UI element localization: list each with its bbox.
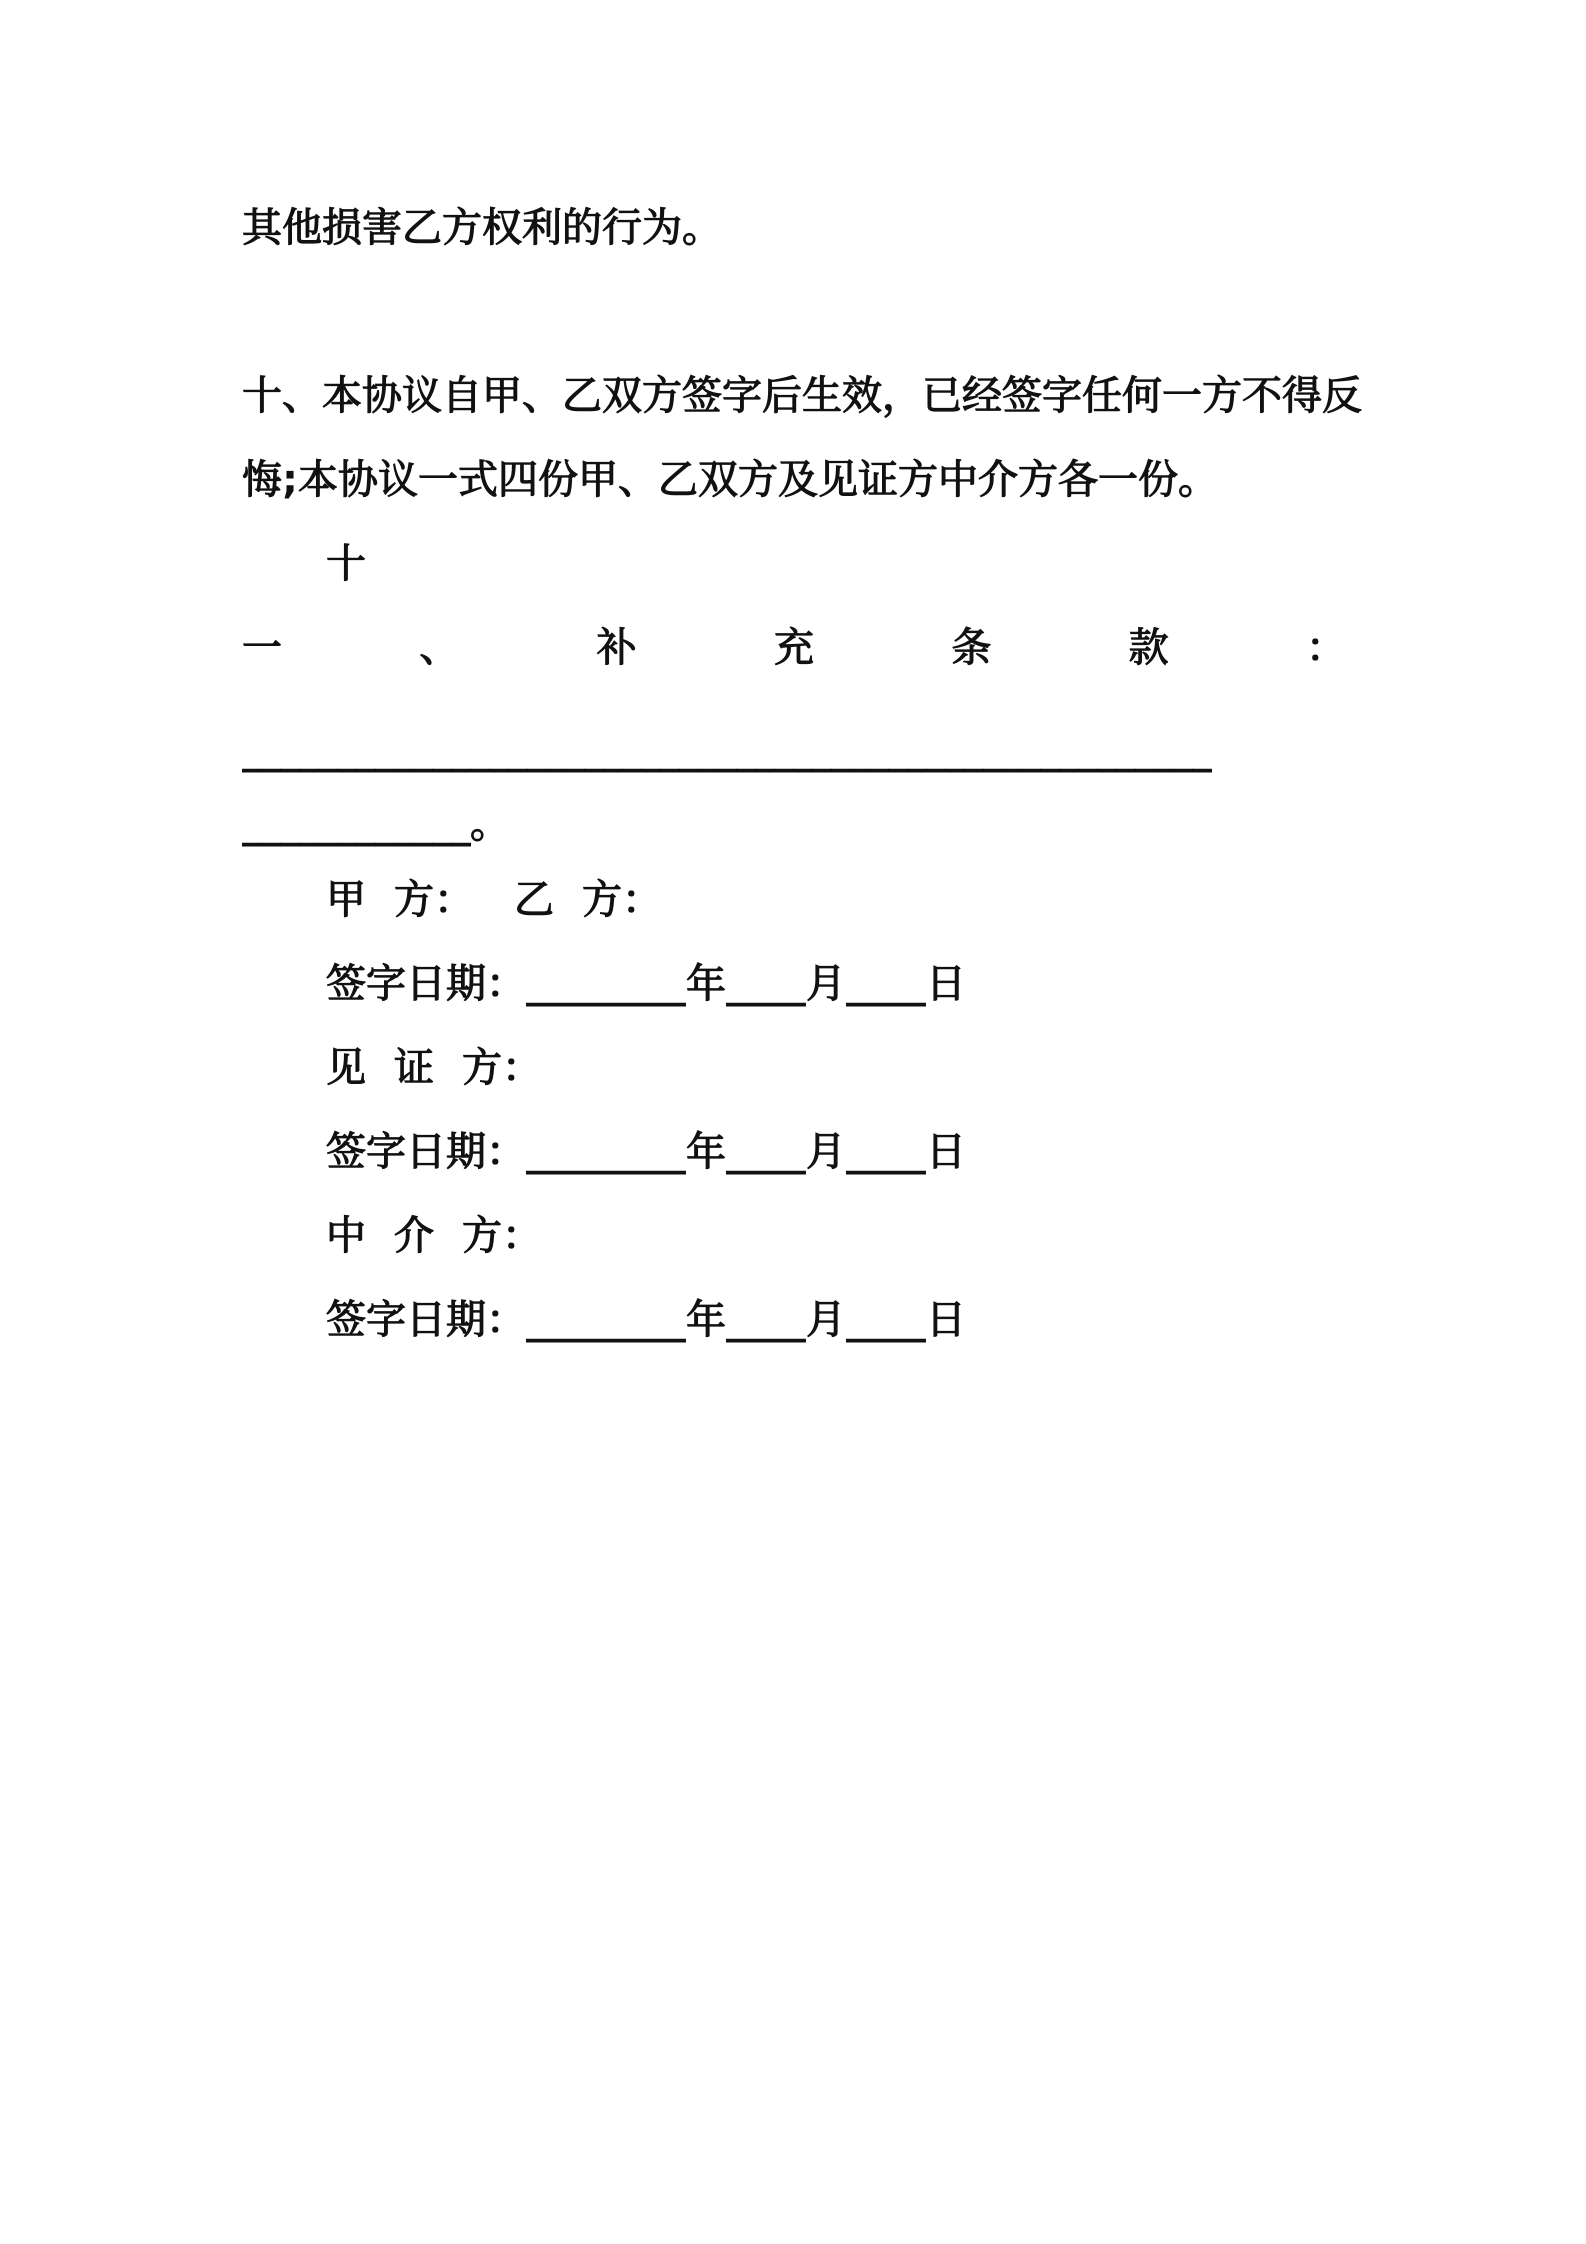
party-b-suffix: 方： xyxy=(582,877,662,923)
heading-char: 、 xyxy=(419,625,460,671)
agent-char: 中 xyxy=(326,1213,366,1259)
agent-sign-date: 签字日期：________年____月____日 xyxy=(326,1297,966,1343)
party-a-label: 甲 xyxy=(326,877,366,923)
party-b-label: 乙 xyxy=(514,877,554,923)
clause-11-number: 十 xyxy=(326,541,366,587)
party-signature-row xyxy=(326,872,662,928)
supplementary-blank-line-2: ____________。 xyxy=(242,801,509,847)
clause-11-heading xyxy=(242,620,1346,676)
agent-char: 介 xyxy=(394,1213,434,1259)
party-a-suffix: 方： xyxy=(394,877,474,923)
heading-char: ： xyxy=(1305,625,1346,671)
heading-char: 充 xyxy=(773,625,814,671)
witness-char: 方： xyxy=(462,1045,542,1091)
witness-label xyxy=(326,1040,542,1096)
agent-char: 方： xyxy=(462,1213,542,1259)
heading-char: 补 xyxy=(596,625,637,671)
heading-char: 一 xyxy=(242,625,282,671)
heading-char: 条 xyxy=(951,625,992,671)
heading-char: 款 xyxy=(1128,625,1169,671)
supplementary-blank-line-1: ___________________________________________________ xyxy=(242,727,1211,773)
party-sign-date: 签字日期：________年____月____日 xyxy=(326,961,966,1007)
witness-char: 证 xyxy=(394,1045,434,1091)
clause-10-line-2: 悔;本协议一式四份甲、乙双方及见证方中介方各一份。 xyxy=(242,457,1218,503)
witness-sign-date: 签字日期：________年____月____日 xyxy=(326,1129,966,1175)
agent-label xyxy=(326,1208,542,1264)
clause-10-line-1: 十、本协议自甲、乙双方签字后生效，已经签字任何一方不得反 xyxy=(242,373,1362,419)
clause-9-tail: 其他损害乙方权利的行为。 xyxy=(242,205,722,251)
witness-char: 见 xyxy=(326,1045,366,1091)
